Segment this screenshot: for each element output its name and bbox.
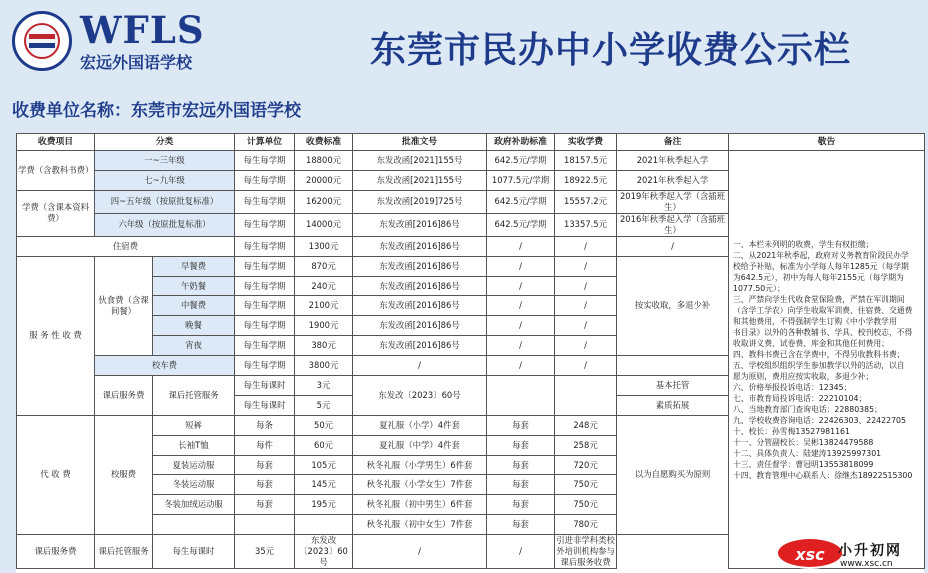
table-cell: 642.5元/学期 bbox=[487, 190, 555, 213]
table-cell: 15557.2元 bbox=[555, 190, 617, 213]
watermark-title: 小升初网 bbox=[838, 543, 902, 559]
table-cell: / bbox=[555, 276, 617, 296]
meal-fee-label: 伙食费（含课间餐） bbox=[95, 256, 153, 355]
after-school-collect-cell: / bbox=[353, 535, 487, 569]
notice-line: 六、价格举报投诉电话：12345； bbox=[733, 382, 852, 392]
notice-cell bbox=[729, 151, 925, 569]
notice-line: 十二、具体负责人：陆建涛13925997301 bbox=[733, 448, 882, 458]
table-cell: 20000元 bbox=[295, 170, 353, 190]
bus-fee-cell: 校车费 bbox=[95, 356, 235, 376]
uniform-cell: 258元 bbox=[555, 435, 617, 455]
meal-type-cell: 中餐费 bbox=[153, 296, 235, 316]
uniform-cell: 夏装运动服 bbox=[153, 455, 235, 475]
table-cell: 东发改函[2016]86号 bbox=[353, 256, 487, 276]
notice-line: 愿为原则，费用应按实收取，多退少补； bbox=[733, 371, 874, 381]
empty-cell bbox=[555, 376, 617, 416]
table-cell: / bbox=[555, 236, 617, 256]
uniform-cell: 145元 bbox=[295, 475, 353, 495]
table-cell: / bbox=[487, 336, 555, 356]
notice-line: 三、严禁向学生代收食堂保险费，严禁在军训期间 bbox=[733, 294, 905, 304]
after-school-collect-cell: 课后托管服务 bbox=[95, 535, 153, 569]
table-cell: / bbox=[555, 256, 617, 276]
table-cell: 1900元 bbox=[295, 316, 353, 336]
watermark-badge: xsc bbox=[776, 537, 844, 569]
notice-line: 九、学校收费咨询电话：22426303、22422705 bbox=[733, 415, 906, 425]
uniform-cell: 780元 bbox=[555, 515, 617, 535]
uniform-cell: 每条 bbox=[235, 415, 295, 435]
after-school-collect-cell: 课后服务费 bbox=[17, 535, 95, 569]
notice-line: 和其他费用，不得强制学生订购《中小学教学用 bbox=[733, 316, 897, 326]
uniform-cell: 每套 bbox=[235, 455, 295, 475]
table-cell: / bbox=[487, 356, 555, 376]
watermark-url: www.xsc.cn bbox=[840, 559, 893, 569]
uniform-cell: 每套 bbox=[487, 455, 555, 475]
notice-line: 十四、教育管理中心联系人：徐继杰18922515300 bbox=[733, 470, 913, 480]
col-header-standard: 收费标准 bbox=[295, 134, 353, 151]
col-header-subsidy: 政府补助标准 bbox=[487, 134, 555, 151]
fee-unit-name: 收费单位名称：东莞市宏远外国语学校 bbox=[12, 101, 301, 121]
table-cell: 东发改函[2016]86号 bbox=[353, 236, 487, 256]
after-school-sub: 课后托管服务 bbox=[153, 376, 235, 416]
table-cell: 东发改函[2016]86号 bbox=[353, 296, 487, 316]
table-cell: 每生每学期 bbox=[235, 336, 295, 356]
logo-chinese: 宏远外国语学校 bbox=[80, 53, 193, 72]
uniform-cell: 秋冬礼服（初中女生）7件套 bbox=[353, 515, 487, 535]
fee-table-container bbox=[16, 133, 924, 573]
table-cell: 每生每学期 bbox=[235, 316, 295, 336]
table-cell: / bbox=[487, 236, 555, 256]
fee-item-tuition-materials: 学费（含课本资料费） bbox=[17, 190, 95, 236]
notice-line: 为642.5元），初中为每人每年2155元（每学期为 bbox=[733, 272, 904, 282]
empty-cell bbox=[487, 376, 555, 416]
uniform-fee-label: 校服费 bbox=[95, 415, 153, 534]
uniform-cell: 每件 bbox=[235, 435, 295, 455]
table-cell: 每生每学期 bbox=[235, 170, 295, 190]
meal-remark: 按实收取，多退少补 bbox=[617, 256, 729, 355]
table-cell: 3800元 bbox=[295, 356, 353, 376]
table-cell: 1300元 bbox=[295, 236, 353, 256]
uniform-cell: 冬装运动服 bbox=[153, 475, 235, 495]
table-cell: 642.5元/学期 bbox=[487, 213, 555, 236]
table-cell: 2016年秋季起入学（含插班生） bbox=[617, 213, 729, 236]
table-cell: 870元 bbox=[295, 256, 353, 276]
grade-cell: 七~九年级 bbox=[95, 170, 235, 190]
table-cell: 5元 bbox=[295, 395, 353, 415]
uniform-cell: 每套 bbox=[487, 415, 555, 435]
table-cell: 每生每学期 bbox=[235, 236, 295, 256]
uniform-cell: 秋冬礼服（小学女生）7件套 bbox=[353, 475, 487, 495]
uniform-cell: 秋冬礼服（初中男生）6件套 bbox=[353, 495, 487, 515]
table-cell: 东发改函[2016]86号 bbox=[353, 316, 487, 336]
table-cell: 380元 bbox=[295, 336, 353, 356]
fee-item-boarding: 住宿费 bbox=[17, 236, 235, 256]
uniform-cell: 每套 bbox=[487, 435, 555, 455]
table-cell: / bbox=[487, 316, 555, 336]
table-cell: 东发改函[2016]86号 bbox=[353, 336, 487, 356]
table-cell: 2019年秋季起入学（含插班生） bbox=[617, 190, 729, 213]
table-cell: 每生每课时 bbox=[235, 395, 295, 415]
table-cell: 每生每学期 bbox=[235, 151, 295, 171]
table-cell: / bbox=[555, 356, 617, 376]
after-school-collect-cell: 每生每课时 bbox=[153, 535, 235, 569]
notice-line: 四、教科书费已含在学费中，不得另收教科书费； bbox=[733, 349, 905, 359]
notice-line: 校给予补贴，标准为小学每人每年1285元（每学期 bbox=[733, 261, 909, 271]
table-cell: / bbox=[487, 276, 555, 296]
table-cell: 东发改函[2021]155号 bbox=[353, 151, 487, 171]
uniform-cell: 秋冬礼服（小学男生）6件套 bbox=[353, 455, 487, 475]
uniform-cell: 每套 bbox=[487, 495, 555, 515]
uniform-cell: 长袖T恤 bbox=[153, 435, 235, 455]
fee-item-service: 服 务 性 收 费 bbox=[17, 256, 95, 415]
table-row bbox=[17, 134, 925, 151]
table-cell: 13357.5元 bbox=[555, 213, 617, 236]
table-cell: 东发改函[2021]155号 bbox=[353, 170, 487, 190]
meal-type-cell: 早餐费 bbox=[153, 256, 235, 276]
after-school-collect-cell: 35元 bbox=[235, 535, 295, 569]
uniform-cell: 每套 bbox=[487, 515, 555, 535]
table-cell: 18922.5元 bbox=[555, 170, 617, 190]
notice-line: 十、校长：孙雪梅13527981161 bbox=[733, 426, 850, 436]
uniform-cell: 195元 bbox=[295, 495, 353, 515]
notice-line: 十一、分管副校长：吴彬13824479588 bbox=[733, 437, 874, 447]
after-school-label: 课后服务费 bbox=[95, 376, 153, 416]
uniform-cell bbox=[295, 515, 353, 535]
table-cell: / bbox=[555, 316, 617, 336]
uniform-cell: 冬装加绒运动服 bbox=[153, 495, 235, 515]
after-school-remark: 基本托管 bbox=[617, 376, 729, 396]
uniform-cell: 248元 bbox=[555, 415, 617, 435]
page-title: 东莞市民办中小学收费公示栏 bbox=[370, 30, 852, 71]
notice-line: 十三、责任督学：曹冠明13553818099 bbox=[733, 459, 874, 469]
table-cell: / bbox=[555, 296, 617, 316]
table-cell: 1077.5元/学期 bbox=[487, 170, 555, 190]
table-row bbox=[17, 151, 925, 171]
grade-cell: 六年级（按原批复标准） bbox=[95, 213, 235, 236]
col-header-unit: 计算单位 bbox=[235, 134, 295, 151]
uniform-cell: 每套 bbox=[235, 495, 295, 515]
table-cell: 每生每学期 bbox=[235, 356, 295, 376]
table-cell: 14000元 bbox=[295, 213, 353, 236]
table-cell: 18800元 bbox=[295, 151, 353, 171]
uniform-cell: 720元 bbox=[555, 455, 617, 475]
uniform-cell: 750元 bbox=[555, 495, 617, 515]
grade-cell: 一~三年级 bbox=[95, 151, 235, 171]
meal-type-cell: 宵夜 bbox=[153, 336, 235, 356]
notice-line: 七、市教育局投诉电话：22210104； bbox=[733, 393, 867, 403]
table-cell: / bbox=[487, 256, 555, 276]
notice-line: 二、从2021年秋季起，政府对义务教育阶段民办学 bbox=[733, 250, 909, 260]
uniform-cell: 60元 bbox=[295, 435, 353, 455]
table-cell: 642.5元/学期 bbox=[487, 151, 555, 171]
school-seal-logo bbox=[12, 11, 72, 71]
col-header-approval: 批准文号 bbox=[353, 134, 487, 151]
table-cell: 每生每学期 bbox=[235, 296, 295, 316]
table-cell: 每生每课时 bbox=[235, 376, 295, 396]
table-cell: 每生每学期 bbox=[235, 213, 295, 236]
uniform-cell: 短裤 bbox=[153, 415, 235, 435]
notice-line: 五、学校组织组织学生参加教学以外的活动，以自 bbox=[733, 360, 905, 370]
table-cell: 每生每学期 bbox=[235, 190, 295, 213]
table-cell: 2021年秋季起入学 bbox=[617, 151, 729, 171]
fee-item-tuition: 学费（含教科书费） bbox=[17, 151, 95, 191]
table-cell: 3元 bbox=[295, 376, 353, 396]
table-cell: / bbox=[353, 356, 487, 376]
grade-cell: 四~五年级（按原批复标准） bbox=[95, 190, 235, 213]
table-cell: / bbox=[555, 336, 617, 356]
after-school-collect-cell: 引进非学科类校外培训机构参与课后服务收费 bbox=[556, 535, 615, 568]
uniform-cell: 750元 bbox=[555, 475, 617, 495]
col-header-actual: 实收学费 bbox=[555, 134, 617, 151]
table-cell: 2100元 bbox=[295, 296, 353, 316]
col-header-category: 分类 bbox=[95, 134, 235, 151]
meal-type-cell: 午奶餐 bbox=[153, 276, 235, 296]
table-cell: 18157.5元 bbox=[555, 151, 617, 171]
fee-item-collect: 代 收 费 bbox=[17, 415, 95, 534]
table-cell: 240元 bbox=[295, 276, 353, 296]
uniform-cell: 50元 bbox=[295, 415, 353, 435]
empty-cell bbox=[617, 356, 729, 376]
table-cell: 东发改函[2016]86号 bbox=[353, 213, 487, 236]
col-header-item: 收费项目 bbox=[17, 134, 95, 151]
uniform-cell: 夏礼服（中学）4件套 bbox=[353, 435, 487, 455]
uniform-cell: 每套 bbox=[235, 475, 295, 495]
after-school-remark: 素质拓展 bbox=[617, 395, 729, 415]
uniform-remark: 以为自愿购买为原则 bbox=[617, 415, 729, 534]
table-cell: 东发改函[2019]725号 bbox=[353, 190, 487, 213]
uniform-cell: 每套 bbox=[487, 475, 555, 495]
notice-line: 一、本栏未列明的收费，学生有权拒缴； bbox=[733, 239, 874, 249]
after-school-doc: 东发改〔2023〕60号 bbox=[353, 376, 487, 416]
notice-line: 八、当地教育部门查询电话：22880385； bbox=[733, 404, 882, 414]
uniform-cell: 105元 bbox=[295, 455, 353, 475]
header bbox=[0, 0, 928, 84]
notice-line: 1077.50元）； bbox=[733, 283, 785, 293]
uniform-cell: 夏礼服（小学）4件套 bbox=[353, 415, 487, 435]
after-school-collect-cell: 东发改〔2023〕60号 bbox=[295, 535, 353, 569]
table-cell: 每生每学期 bbox=[235, 276, 295, 296]
logo-english: WFLS bbox=[80, 8, 205, 52]
table-cell: / bbox=[617, 236, 729, 256]
table-cell: 东发改函[2016]86号 bbox=[353, 276, 487, 296]
table-cell: 2021年秋季起入学 bbox=[617, 170, 729, 190]
fee-table bbox=[16, 133, 925, 569]
notice-line: （含学工学农）向学生收取军训费、住宿费、交通费 bbox=[733, 305, 913, 315]
table-cell: 每生每学期 bbox=[235, 256, 295, 276]
uniform-cell bbox=[235, 515, 295, 535]
table-cell: / bbox=[487, 296, 555, 316]
notice-line: 收取讲义费、试卷费、库金和其他任何费用； bbox=[733, 338, 889, 348]
col-header-notice: 敬告 bbox=[729, 134, 925, 151]
after-school-collect-cell: / bbox=[487, 535, 555, 569]
meal-type-cell: 晚餐 bbox=[153, 316, 235, 336]
notice-line: 书目录》以外的各种教辅书、学具、校刊校志，不得 bbox=[733, 327, 913, 337]
uniform-cell bbox=[153, 515, 235, 535]
col-header-remark: 备注 bbox=[617, 134, 729, 151]
table-cell: 16200元 bbox=[295, 190, 353, 213]
